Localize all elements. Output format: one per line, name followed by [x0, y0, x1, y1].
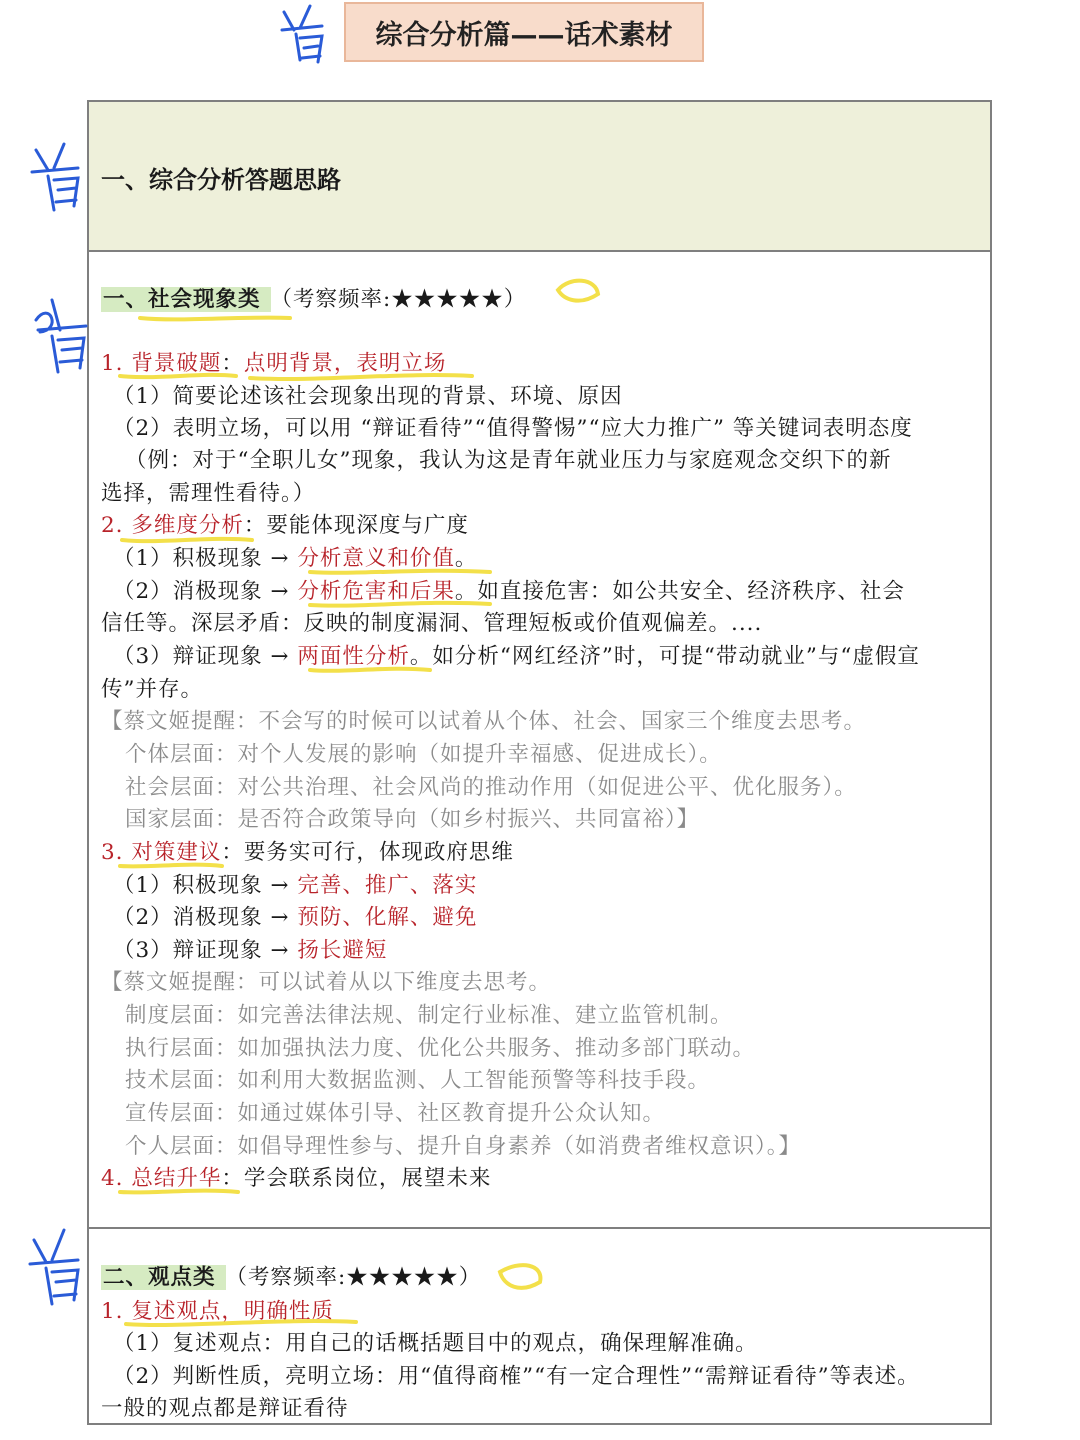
sec2-line: （1）复述观点：用自己的话概括题目中的观点，确保理解准确。 — [113, 1331, 758, 1356]
line-text: （2）消极现象 → — [113, 905, 298, 930]
section-divider — [89, 1227, 990, 1229]
sec1-line — [113, 935, 387, 967]
line-text: （1）积极现象 → — [113, 873, 298, 898]
reminder-line: 技术层面：如利用大数据监测、人工智能预警等科技手段。 — [125, 1068, 711, 1093]
reminder-line: 国家层面：是否符合政策导向（如乡村振兴、共同富裕）】 — [125, 807, 700, 832]
line-text: （1）积极现象 → — [113, 546, 298, 571]
reminder-line: 个体层面：对个人发展的影响（如提升幸福感、促进成长）。 — [125, 742, 722, 767]
sec2-line: （2）判断性质，亮明立场：用“值得商榷”“有一定合理性”“需辩证看待”等表述。 — [113, 1364, 920, 1389]
line-text: 。如分析“网红经济”时，可提“带动就业”与“虚假宣 — [409, 644, 920, 669]
line-text: （2）消极现象 → — [113, 579, 298, 604]
step-title: 多维度分析 — [131, 513, 244, 538]
sec1-line — [113, 641, 920, 673]
section-header-band — [89, 102, 990, 252]
sec1-line — [113, 902, 477, 934]
reminder-line: 【蔡文姬提醒：可以试着从以下维度去思考。 — [101, 970, 552, 995]
line-emphasis: 分析危害和后果 — [297, 579, 455, 604]
step-number: 3. — [101, 840, 132, 865]
step-title: 总结升华 — [131, 1166, 222, 1191]
document-frame — [87, 100, 992, 1425]
sec2-heading — [101, 1262, 481, 1294]
step-subtitle: 点明背景，表明立场 — [243, 351, 447, 376]
sec1-line — [113, 576, 905, 608]
line-emphasis: 分析意义和价值 — [297, 546, 455, 571]
sec1-line — [113, 870, 477, 902]
step-title: 对策建议 — [131, 840, 222, 865]
step-desc: ：要能体现深度与广度 — [243, 513, 469, 538]
step-desc: ：要务实可行，体现政府思维 — [221, 840, 514, 865]
sec1-step2 — [101, 510, 469, 542]
reminder-line: 社会层面：对公共治理、社会风尚的推动作用（如促进公平、优化服务）。 — [125, 775, 857, 800]
line-text: 。 — [454, 546, 478, 571]
sec1-tag: 一、社会现象类 — [101, 287, 271, 312]
step-number: 2. — [101, 513, 132, 538]
sec1-line: 传”并存。 — [101, 677, 203, 702]
step-colon: ： — [221, 351, 244, 376]
line-emphasis: 扬长避短 — [297, 938, 388, 963]
line-emphasis: 两面性分析 — [297, 644, 410, 669]
sec1-line: 选择，需理性看待。） — [101, 481, 316, 506]
sec1-line: （例：对于“全职儿女”现象，我认为这是青年就业压力与家庭观念交织下的新 — [125, 448, 892, 473]
reminder-line: 【蔡文姬提醒：不会写的时候可以试着从个体、社会、国家三个维度去思考。 — [101, 709, 867, 734]
sec2-frequency: （考察频率:★★★★★） — [225, 1265, 482, 1290]
reminder-line: 执行层面：如加强执法力度、优化公共服务、推动多部门联动。 — [125, 1036, 756, 1061]
step-number: 1. — [101, 351, 132, 376]
reminder-line: 个人层面：如倡导理性参与、提升自身素养（如消费者维权意识）。】 — [125, 1134, 802, 1159]
line-text: （3）辩证现象 → — [113, 938, 298, 963]
page-title-box — [344, 2, 704, 62]
line-emphasis: 完善、推广、落实 — [297, 873, 478, 898]
section-header-text: 一、综合分析答题思路 — [101, 166, 341, 194]
sec1-line — [113, 543, 477, 575]
reminder-line: 宣传层面：如通过媒体引导、社区教育提升公众认知。 — [125, 1101, 666, 1126]
sec1-step4 — [101, 1163, 491, 1195]
sec1-line: （1）简要论述该社会现象出现的背景、环境、原因 — [113, 384, 623, 409]
line-text: （3）辩证现象 → — [113, 644, 298, 669]
handwritten-bei-mark-1 — [32, 144, 78, 210]
step-title: 复述观点，明确性质 — [131, 1299, 334, 1324]
sec2-tag: 二、观点类 — [101, 1265, 226, 1290]
sec1-heading — [101, 284, 526, 316]
step-number: 1. — [101, 1299, 132, 1324]
sec1-step1 — [101, 348, 446, 380]
handwritten-bei-mark-2 — [36, 300, 86, 372]
step-desc: ：学会联系岗位，展望未来 — [221, 1166, 492, 1191]
step-title: 背景破题 — [131, 351, 222, 376]
line-emphasis: 预防、化解、避免 — [297, 905, 478, 930]
line-text: 。如直接危害：如公共安全、经济秩序、社会 — [454, 579, 905, 604]
sec2-line: 一般的观点都是辩证看待 — [101, 1396, 349, 1421]
reminder-line: 制度层面：如完善法律法规、制定行业标准、建立监管机制。 — [125, 1003, 733, 1028]
sec1-frequency: （考察频率:★★★★★） — [270, 287, 527, 312]
sec1-line: （2）表明立场，可以用 “辩证看待”“值得警惕”“应大力推广” 等关键词表明态度 — [113, 416, 913, 441]
sec1-step3 — [101, 837, 514, 869]
handwritten-bei-mark-3 — [30, 1230, 78, 1304]
sec1-line: 信任等。深层矛盾：反映的制度漏洞、管理短板或价值观偏差。.... — [101, 611, 763, 636]
step-number: 4. — [101, 1166, 132, 1191]
page-title: 综合分析篇——话术素材 — [375, 19, 673, 51]
handwritten-bei-mark-top — [282, 6, 322, 62]
sec2-step1 — [101, 1296, 334, 1328]
